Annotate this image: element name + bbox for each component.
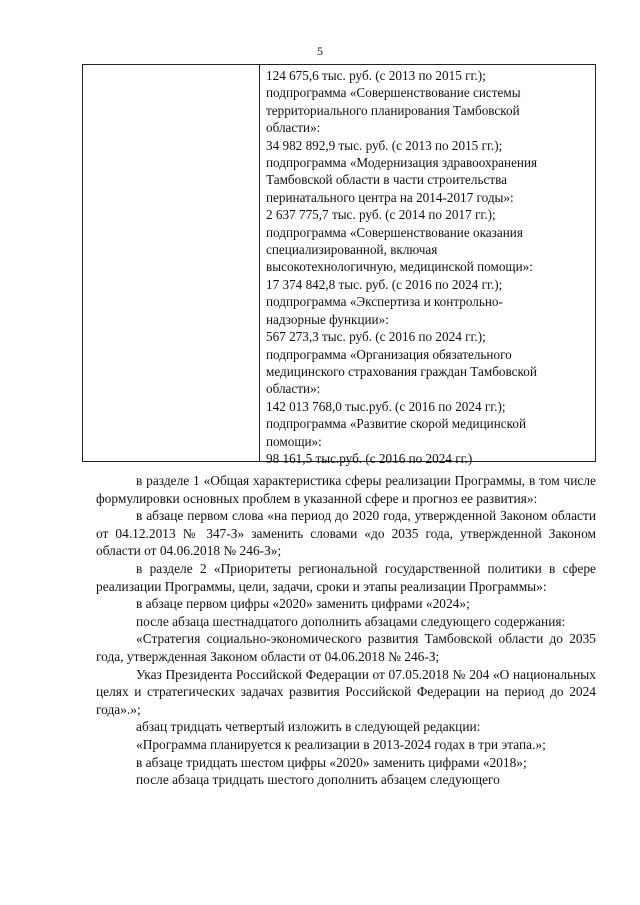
table-line: подпрограмма «Совершенствование оказания [266, 224, 523, 240]
paragraph: после абзаца шестнадцатого дополнить абзацами следующего содержания: [136, 613, 566, 629]
table-line: помощи»: [266, 433, 322, 449]
table-line: 2 637 775,7 тыс. руб. (с 2014 по 2017 гг.); [266, 207, 496, 223]
table-line: надзорные функции»: [266, 311, 389, 327]
table-line: 98 161,5 тыс.руб. (с 2016 по 2024 гг.) [266, 450, 473, 466]
table-line: подпрограмма «Организация обязательного [266, 346, 512, 362]
table-line: 142 013 768,0 тыс.руб. (с 2016 по 2024 гг.); [266, 398, 506, 414]
paragraph: абзац тридцать четвертый изложить в следующей редакции: [136, 719, 481, 735]
page-number: 5 [317, 44, 323, 58]
table-right-cell [266, 67, 588, 467]
paragraph: в абзаце первом слова «на период до 2020 года, утвержденной Законом области от 04.12.2013 № 347-З» заменить словами «до 2035 года, утвержденной Законом области от 04.06.2018 № 246-З»; [96, 508, 596, 559]
table-line: подпрограмма «Совершенствование системы [266, 85, 521, 101]
table-line: Тамбовской области в части строительства [266, 172, 508, 188]
document-body [96, 472, 596, 789]
table-line: территориального планирования Тамбовской [266, 102, 520, 118]
table-line: области»: [266, 381, 321, 397]
paragraph: «Программа планируется к реализации в 2013-2024 годах в три этапа.»; [136, 736, 546, 752]
table-line: перинатального центра на 2014-2017 годы»: [266, 189, 514, 205]
paragraph: в абзаце тридцать шестом цифры «2020» заменить цифрами «2018»; [136, 754, 527, 770]
table-line: 567 273,3 тыс. руб. (с 2016 по 2024 гг.); [266, 329, 486, 345]
table-line: области»: [266, 120, 321, 136]
paragraph: в разделе 2 «Приоритеты региональной государственной политики в сфере реализации Программы, цели, задачи, сроки и этапы реализации Программы»: [96, 560, 596, 594]
paragraph: в абзаце первом цифры «2020» заменить цифрами «2024»; [136, 596, 470, 612]
table-line: 34 982 892,9 тыс. руб. (с 2013 по 2015 гг.); [266, 137, 503, 153]
paragraph: Указ Президента Российской Федерации от 07.05.2018 № 204 «О национальных целях и стратегических задачах развития Российской Федерации на период до 2024 года».»; [96, 666, 596, 717]
table-line: медицинского страхования граждан Тамбовской [266, 363, 537, 379]
table-line: специализированной, включая [266, 242, 438, 258]
table-line: 17 374 842,8 тыс. руб. (с 2016 по 2024 гг.); [266, 276, 503, 292]
table-line: высокотехнологичную, медицинской помощи»: [266, 259, 533, 275]
table-line: 124 675,6 тыс. руб. (с 2013 по 2015 гг.); [266, 68, 486, 83]
program-table [82, 64, 596, 466]
table-line: подпрограмма «Экспертиза и контрольно- [266, 294, 503, 310]
paragraph: в разделе 1 «Общая характеристика сферы реализации Программы, в том числе формулировки основных проблем в указанной сфере и прогноз ее развития»: [96, 473, 596, 506]
paragraph: «Стратегия социально-экономического развития Тамбовской области до 2035 года, утвержденная Законом области от 04.06.2018 № 246-З; [96, 631, 596, 664]
table-line: подпрограмма «Развитие скорой медицинской [266, 416, 527, 432]
paragraph: после абзаца тридцать шестого дополнить абзацем следующего [136, 772, 500, 788]
column-divider [259, 65, 260, 461]
table-line: подпрограмма «Модернизация здравоохранения [266, 155, 538, 171]
